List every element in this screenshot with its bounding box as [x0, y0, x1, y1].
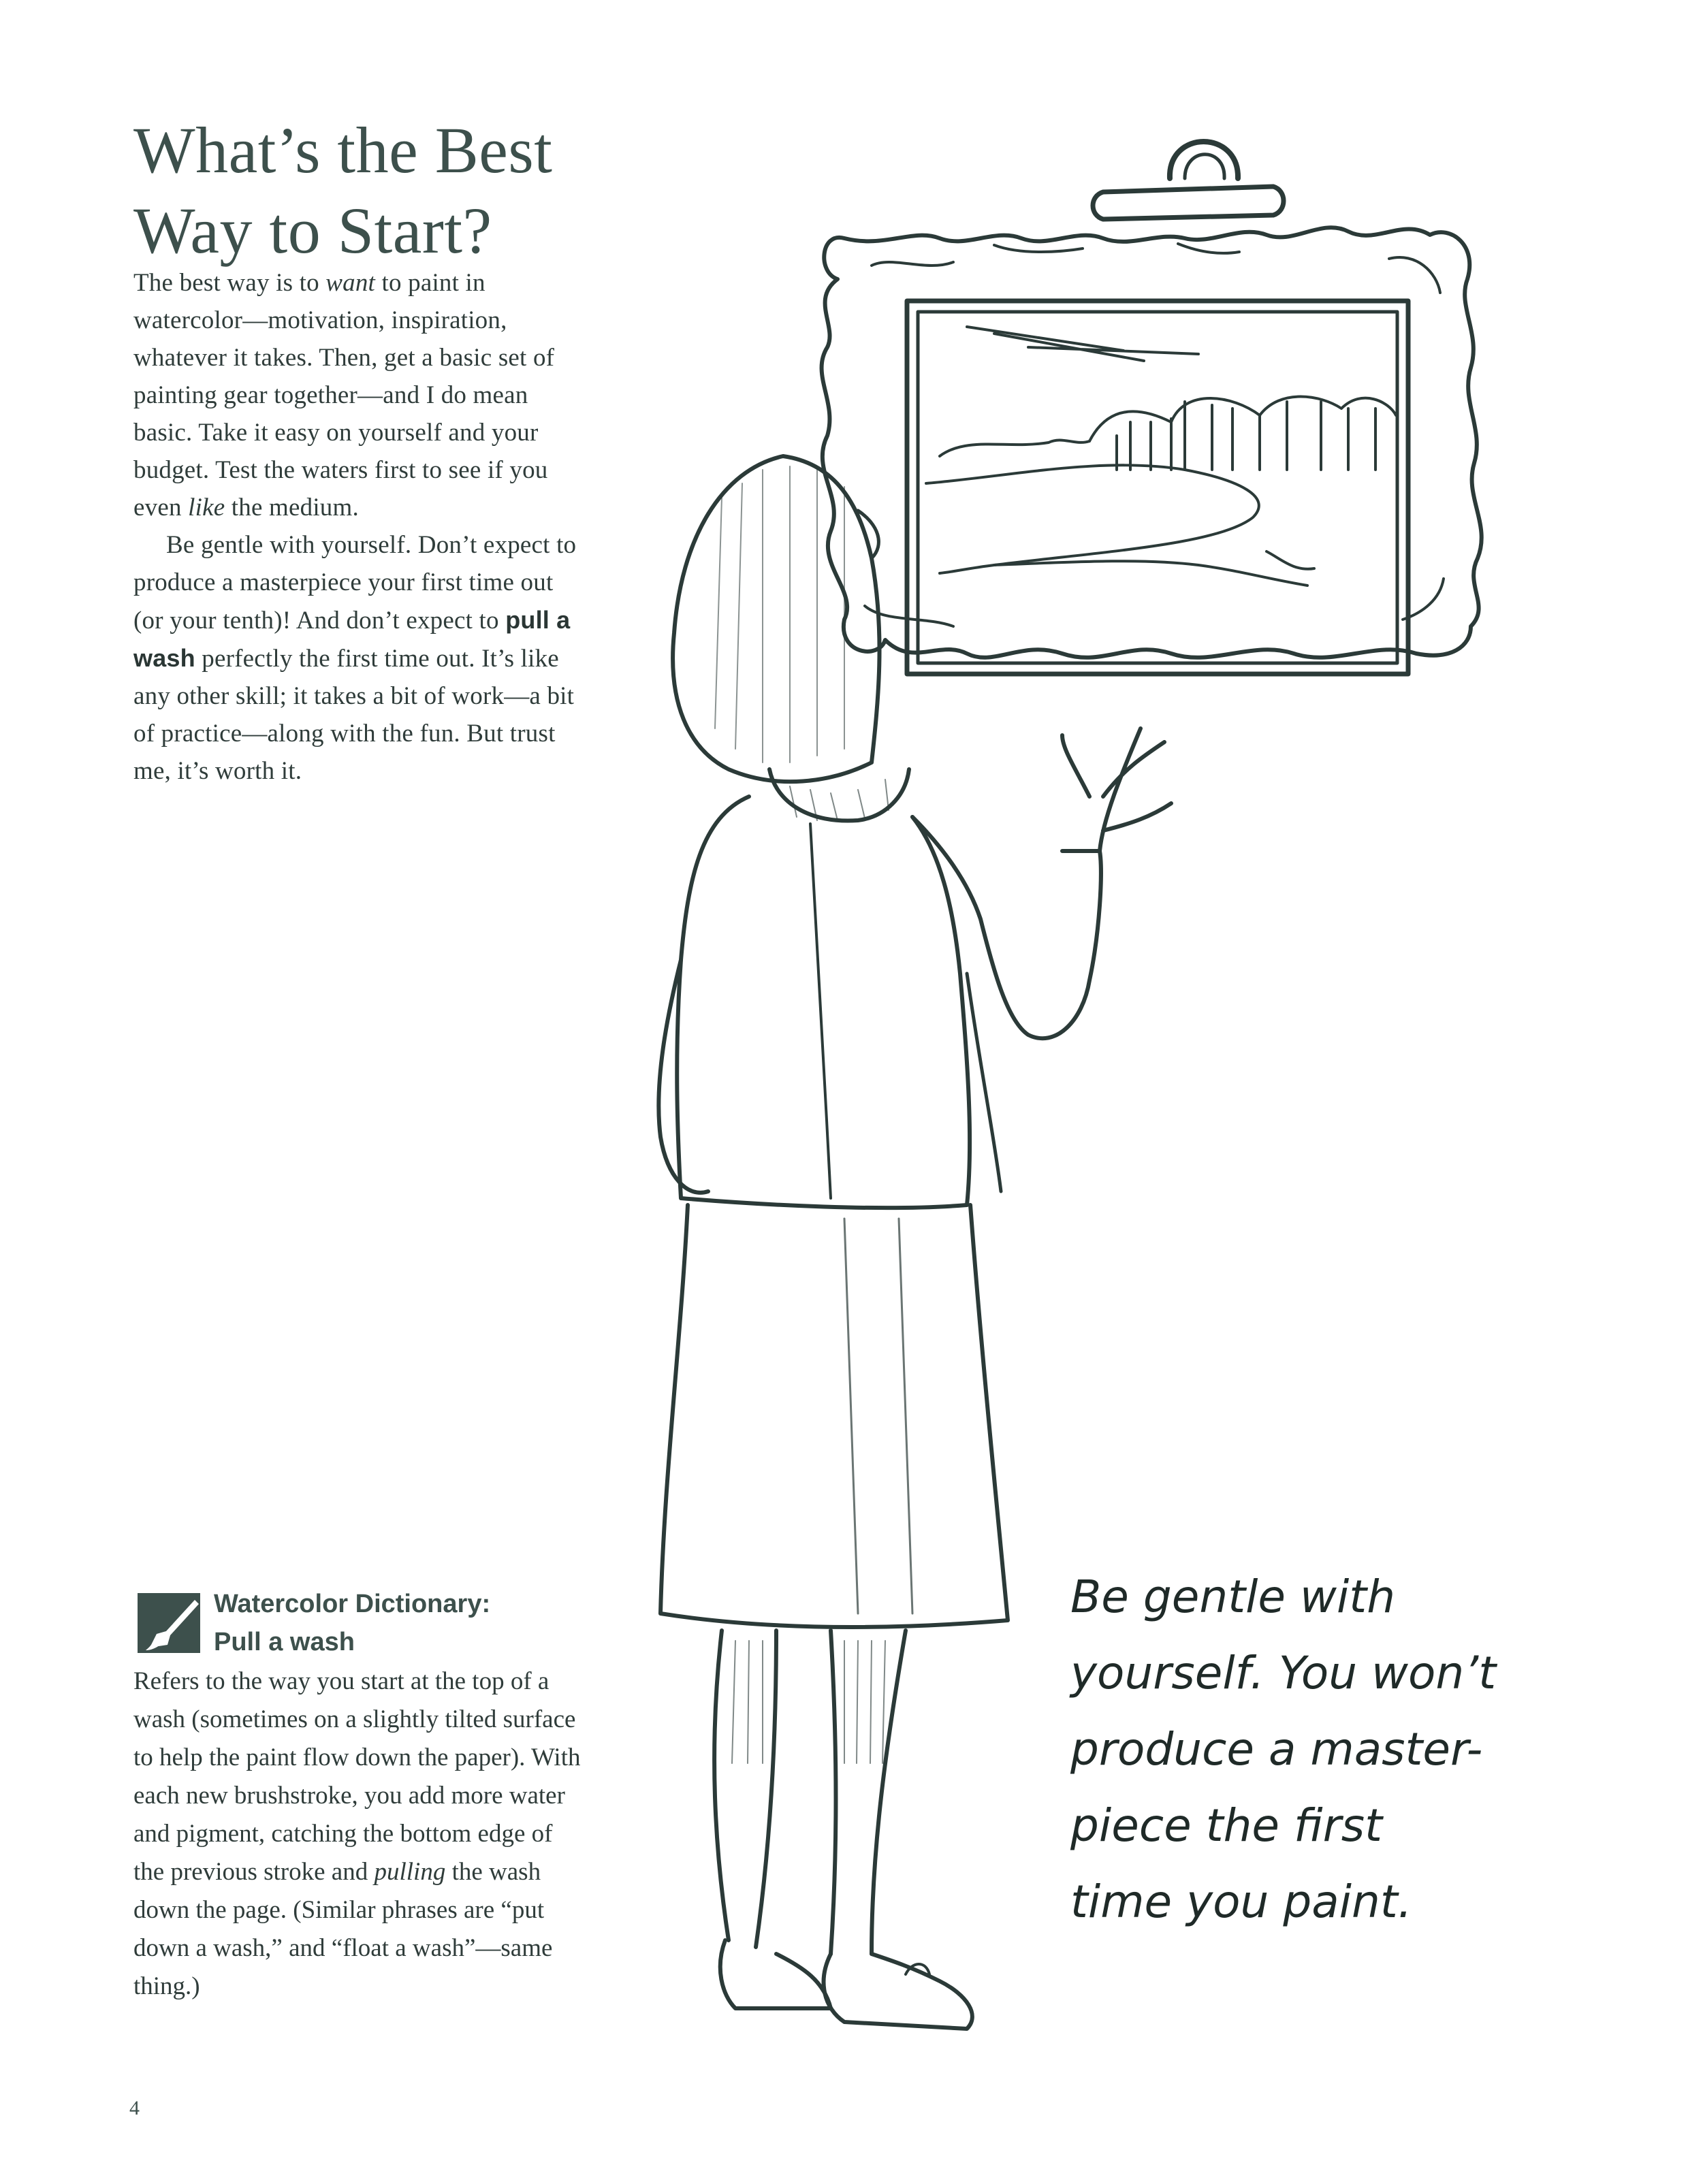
intro-p1-c: the medium. — [225, 494, 359, 521]
title-line-2: Way to Start? — [133, 194, 492, 267]
painting-canvas-frame — [907, 301, 1408, 674]
landscape-painting — [926, 327, 1396, 585]
handwritten-line-3: produce a master- — [1070, 1723, 1483, 1776]
dictionary-definition — [133, 1663, 583, 2006]
picture-light — [1093, 142, 1284, 219]
dictionary-text-b: the wash down the page. (Similar phrases are “put down a wash,” and “float a wash”—same thing.) — [133, 1858, 553, 2000]
dictionary-text-a: Refers to the way you start at the top of a wash (sometimes on a slightly tilted surface to help the paint flow down the paper). With each new brushstroke, you add more water and pigment, catching the bottom edge of the previous stroke and — [133, 1667, 581, 1886]
intro-paragraph-2 — [133, 526, 588, 790]
dictionary-text-pulling: pulling — [374, 1858, 446, 1886]
handwritten-line-1: Be gentle with — [1070, 1571, 1396, 1623]
dictionary-heading — [214, 1585, 582, 1661]
handwritten-line-5: time you paint. — [1070, 1876, 1412, 1928]
intro-p2-a: Be gentle with yourself. Don’t expect to produce a masterpiece your first time out (or your tenth)! And don’t expect to — [133, 531, 577, 635]
woman-figure — [658, 456, 1171, 2029]
intro-p2-b: perfectly the first time out. It’s like any other skill; it takes a bit of work—a bit of practice—along with the fun. But trust me, it’s worth it. — [133, 645, 575, 785]
dictionary-heading-line-1: Watercolor Dictionary: — [214, 1590, 491, 1618]
intro-p1-b: to paint in watercolor—motivation, inspiration, whatever it takes. Then, get a basic set of painting gear together—and I do mean basic. Take it easy on yourself and your budget. Test the waters first to see if you even — [133, 269, 555, 521]
handwritten-line-2: yourself. You won’t — [1070, 1647, 1497, 1699]
intro-p1-want: want — [325, 269, 376, 297]
page-number: 4 — [129, 2097, 140, 2119]
intro-text — [133, 264, 588, 790]
title-line-1: What’s the Best — [133, 114, 553, 187]
handwritten-line-4: piece the first — [1070, 1799, 1383, 1852]
page-title — [133, 110, 610, 271]
intro-paragraph-1 — [133, 264, 588, 526]
intro-p1-like: like — [188, 494, 225, 521]
term-pull-a-wash: pull a wash — [133, 606, 571, 672]
intro-p1-a: The best way is to — [133, 269, 326, 297]
woman-viewing-painting-illustration — [586, 116, 1553, 2090]
dictionary-heading-line-2: Pull a wash — [214, 1628, 355, 1656]
paintbrush-box-icon — [136, 1592, 202, 1654]
